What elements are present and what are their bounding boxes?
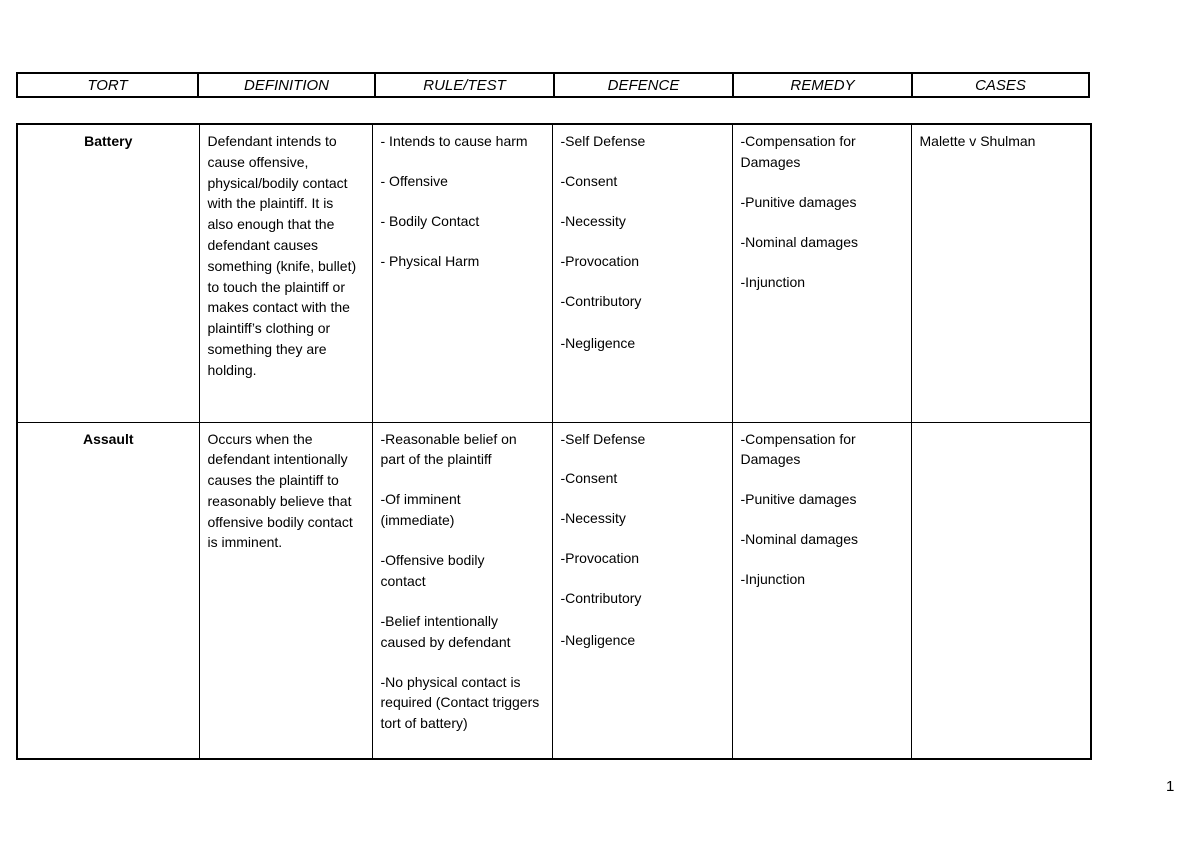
list-item: -Provocation <box>560 252 640 269</box>
list-item: -Belief intentionally caused by defendant <box>380 612 511 650</box>
list-item: -Necessity <box>560 510 626 527</box>
rule-test-cell <box>372 124 552 422</box>
tort-table <box>16 123 1092 760</box>
column-header-table <box>16 72 1090 98</box>
remedy-list <box>741 429 903 591</box>
remedy-cell <box>732 124 911 422</box>
definition-cell <box>199 422 372 759</box>
rule-test-list <box>381 131 544 272</box>
definition-text: Occurs when the defendant intentionally causes the plaintiff to reasonably believe that offensive bodily contact is imminent. <box>207 430 353 551</box>
list-item: -Reasonable belief on part of the plaintiff <box>380 430 517 468</box>
tort-name: Battery <box>17 124 199 422</box>
list-item: -Consent <box>560 470 618 487</box>
list-item: - Physical Harm <box>380 252 480 269</box>
list-item: -Consent <box>560 172 618 189</box>
defence-cell <box>552 422 732 759</box>
list-item: -No physical contact is required (Contact triggers tort of battery) <box>380 673 540 732</box>
list-item: -Injunction <box>740 571 806 588</box>
header-remedy: REMEDY <box>733 73 912 97</box>
table-row-assault <box>17 422 1091 759</box>
defence-list <box>561 429 724 652</box>
header-definition: DEFINITION <box>198 73 375 97</box>
list-item: -Provocation <box>560 550 640 567</box>
list-item: - Offensive <box>380 172 448 189</box>
remedy-cell <box>732 422 911 759</box>
defence-cell <box>552 124 732 422</box>
header-defence: DEFENCE <box>554 73 733 97</box>
cases-cell <box>911 422 1091 759</box>
list-item: -Compensation for Damages <box>740 430 856 468</box>
page-number: 1 <box>1166 778 1175 795</box>
list-item: -Necessity <box>560 212 626 229</box>
rule-test-list <box>381 429 541 735</box>
definition-cell <box>199 124 372 422</box>
list-item: -Nominal damages <box>740 233 858 250</box>
tort-name: Assault <box>17 422 199 759</box>
cases-cell: Malette v Shulman <box>911 124 1091 422</box>
rule-test-cell <box>372 422 552 759</box>
list-item: -Offensive bodily contact <box>380 552 485 589</box>
header-cases: CASES <box>912 73 1089 97</box>
list-item: - Intends to cause harm <box>380 133 528 149</box>
list-item: -Punitive damages <box>740 491 857 508</box>
table-row-battery <box>17 124 1091 422</box>
header-tort: TORT <box>17 73 198 97</box>
list-item: -Compensation for Damages <box>740 133 856 170</box>
header-rule-test: RULE/TEST <box>375 73 554 97</box>
list-item: -Contributory <box>560 590 642 607</box>
list-item: -Self Defense <box>560 133 646 149</box>
list-item: -Of imminent (immediate) <box>380 491 461 529</box>
column-header-row <box>17 73 1089 97</box>
list-item: -Negligence <box>560 334 636 351</box>
list-item: -Self Defense <box>560 430 646 447</box>
list-item: -Injunction <box>740 273 806 290</box>
list-item: - Bodily Contact <box>380 212 480 229</box>
list-item: -Contributory <box>560 292 642 309</box>
list-item: -Nominal damages <box>740 531 858 548</box>
list-item: -Negligence <box>560 632 636 649</box>
remedy-list <box>741 131 903 293</box>
definition-text: Defendant intends to cause offensive, physical/bodily contact with the plaintiff. It is also enough that the defendant causes something (knife, bullet) to touch the plaintiff or makes contact with the plaintiff’s clothing or something they are holding. <box>207 133 357 378</box>
defence-list <box>561 131 724 354</box>
list-item: -Punitive damages <box>740 193 857 210</box>
